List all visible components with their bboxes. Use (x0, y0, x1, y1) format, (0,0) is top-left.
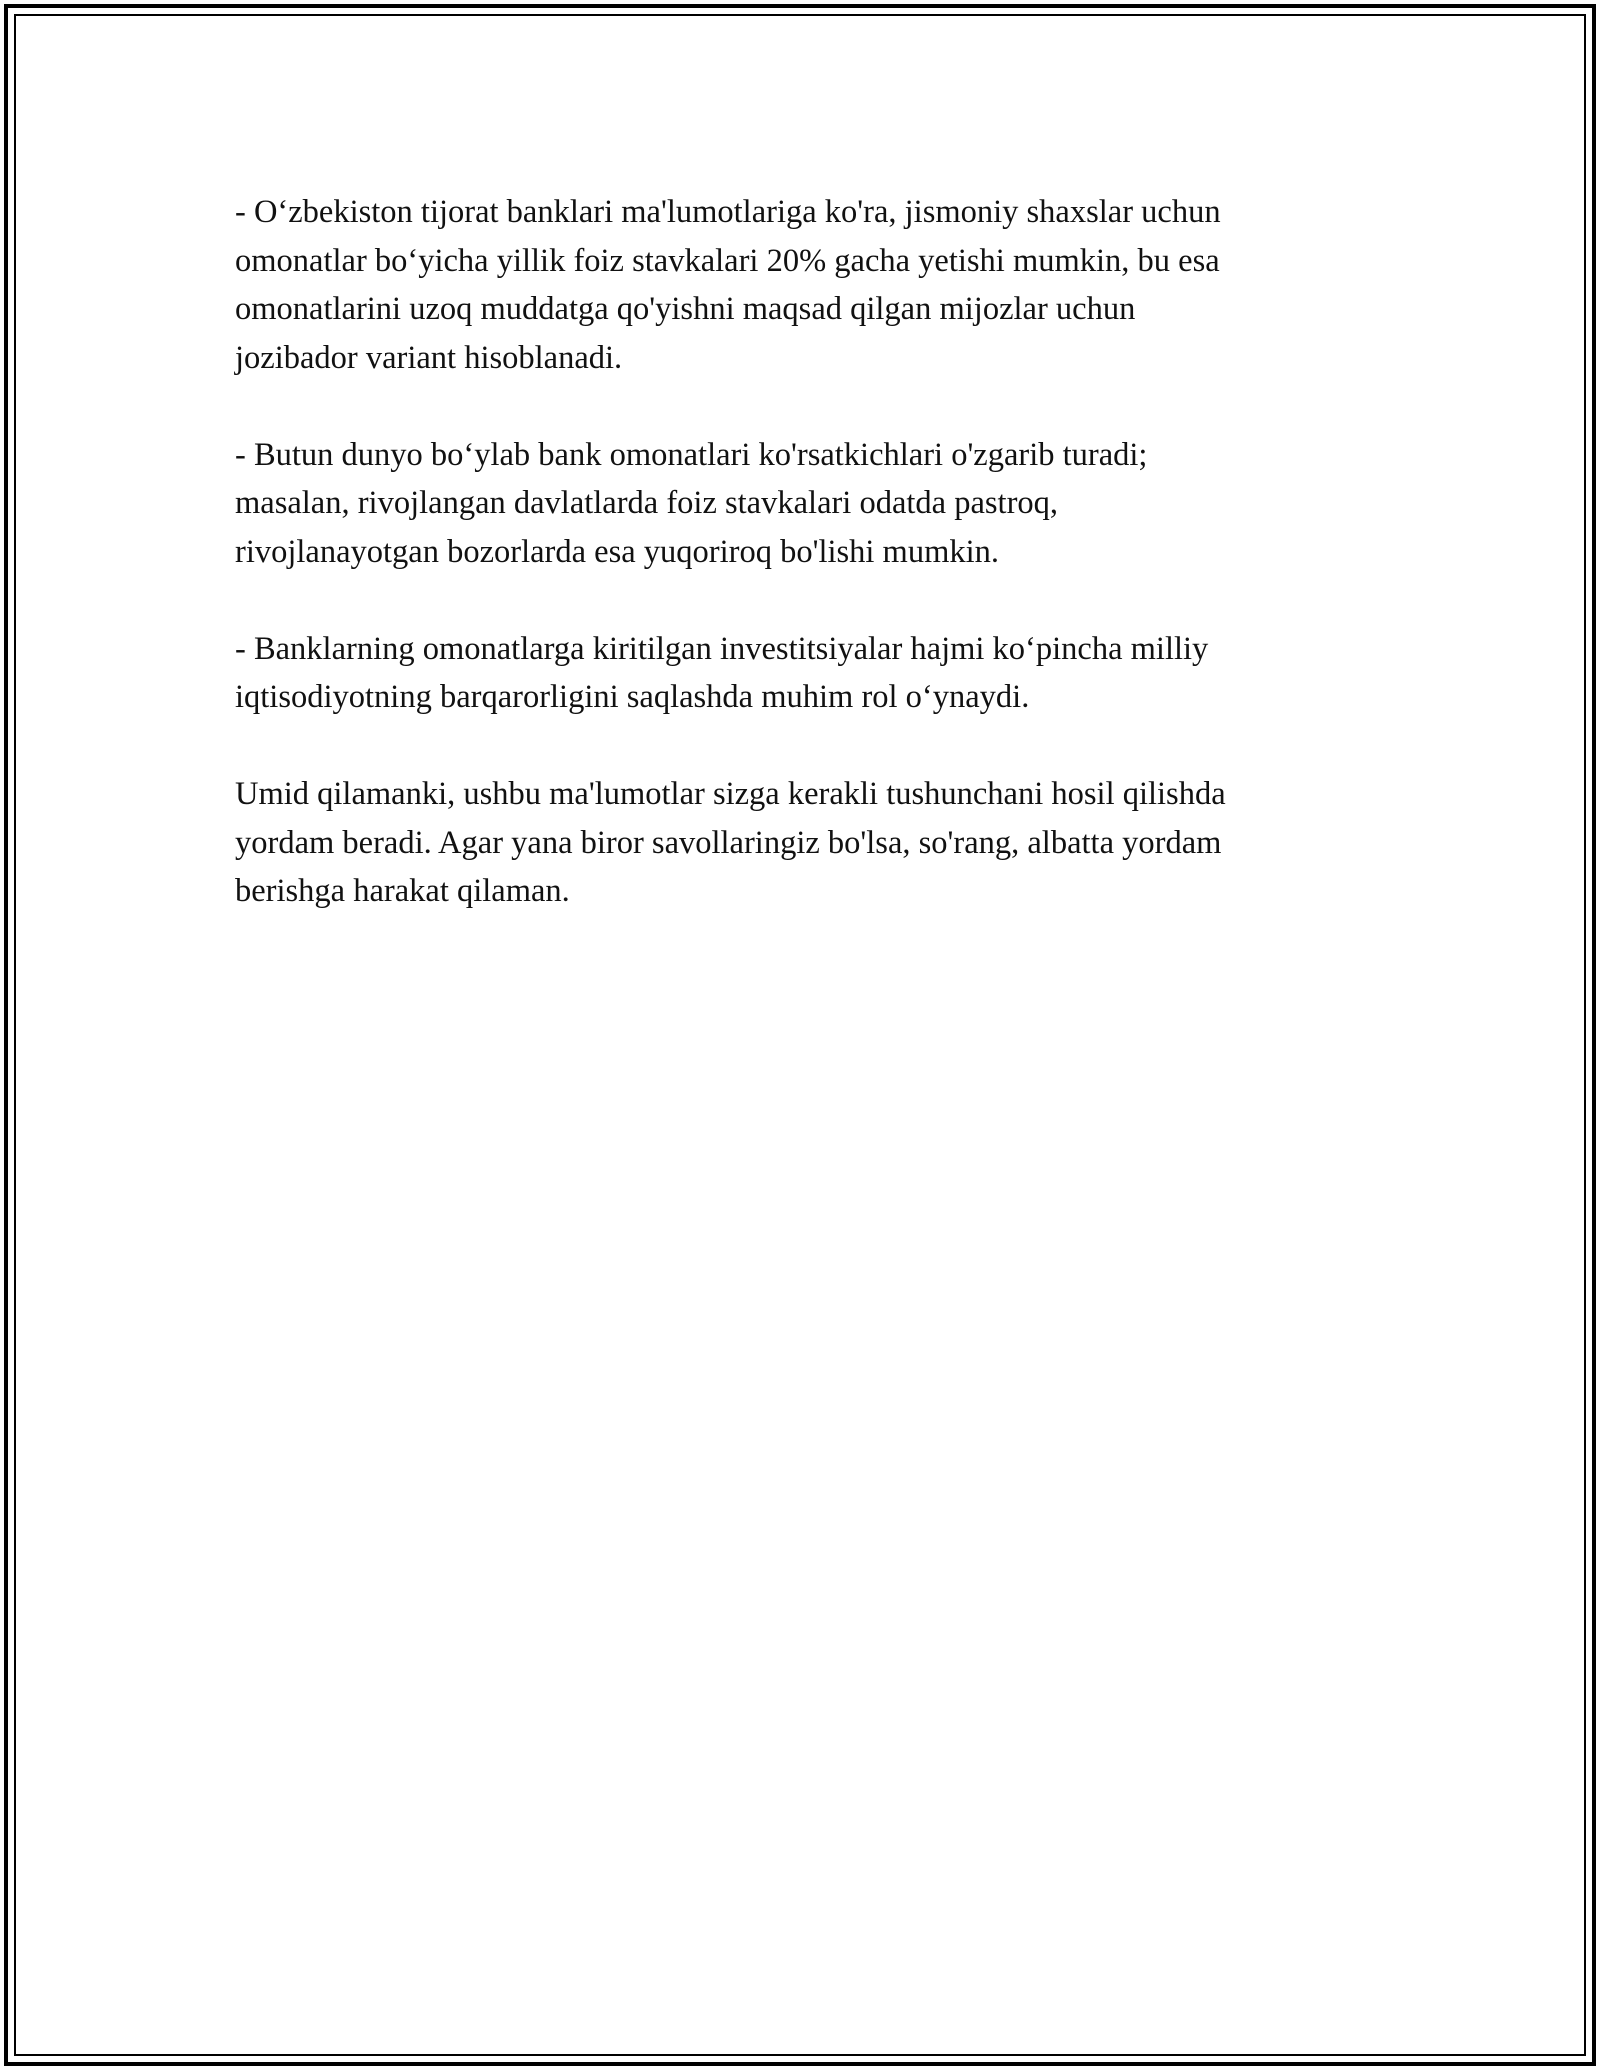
paragraph-world-deposit-rates: - Butun dunyo boʻylab bank omonatlari ko'rsatkichlari o'zgarib turadi; masalan, rivojlangan davlatlarda foiz stavkalari odatda pastroq, rivojlanayotgan bozorlarda esa yuqoriroq bo'lishi mumkin. (235, 436, 1148, 570)
document-body (235, 188, 1365, 964)
paragraph-bank-rates-uzbekistan: - Oʻzbekiston tijorat banklari ma'lumotlariga ko'ra, jismoniy shaxslar uchun omonatlar boʻyicha yillik foiz stavkalari 20% gacha yetishi mumkin, bu esa omonatlarini uzoq muddatga qo'yishni maqsad qilgan mijozlar uchun jozibador variant hisoblanadi. (235, 194, 1221, 376)
paragraph-deposit-investments: - Banklarning omonatlarga kiritilgan investitsiyalar hajmi koʻpincha milliy iqtisodiyotning barqarorligini saqlashda muhim rol oʻynaydi. (235, 630, 1209, 715)
paragraph-closing-remark: Umid qilamanki, ushbu ma'lumotlar sizga kerakli tushunchani hosil qilishda yordam beradi. Agar yana biror savollaringiz bo'lsa, so'rang, albatta yordam berishga harakat qilaman. (235, 776, 1226, 909)
